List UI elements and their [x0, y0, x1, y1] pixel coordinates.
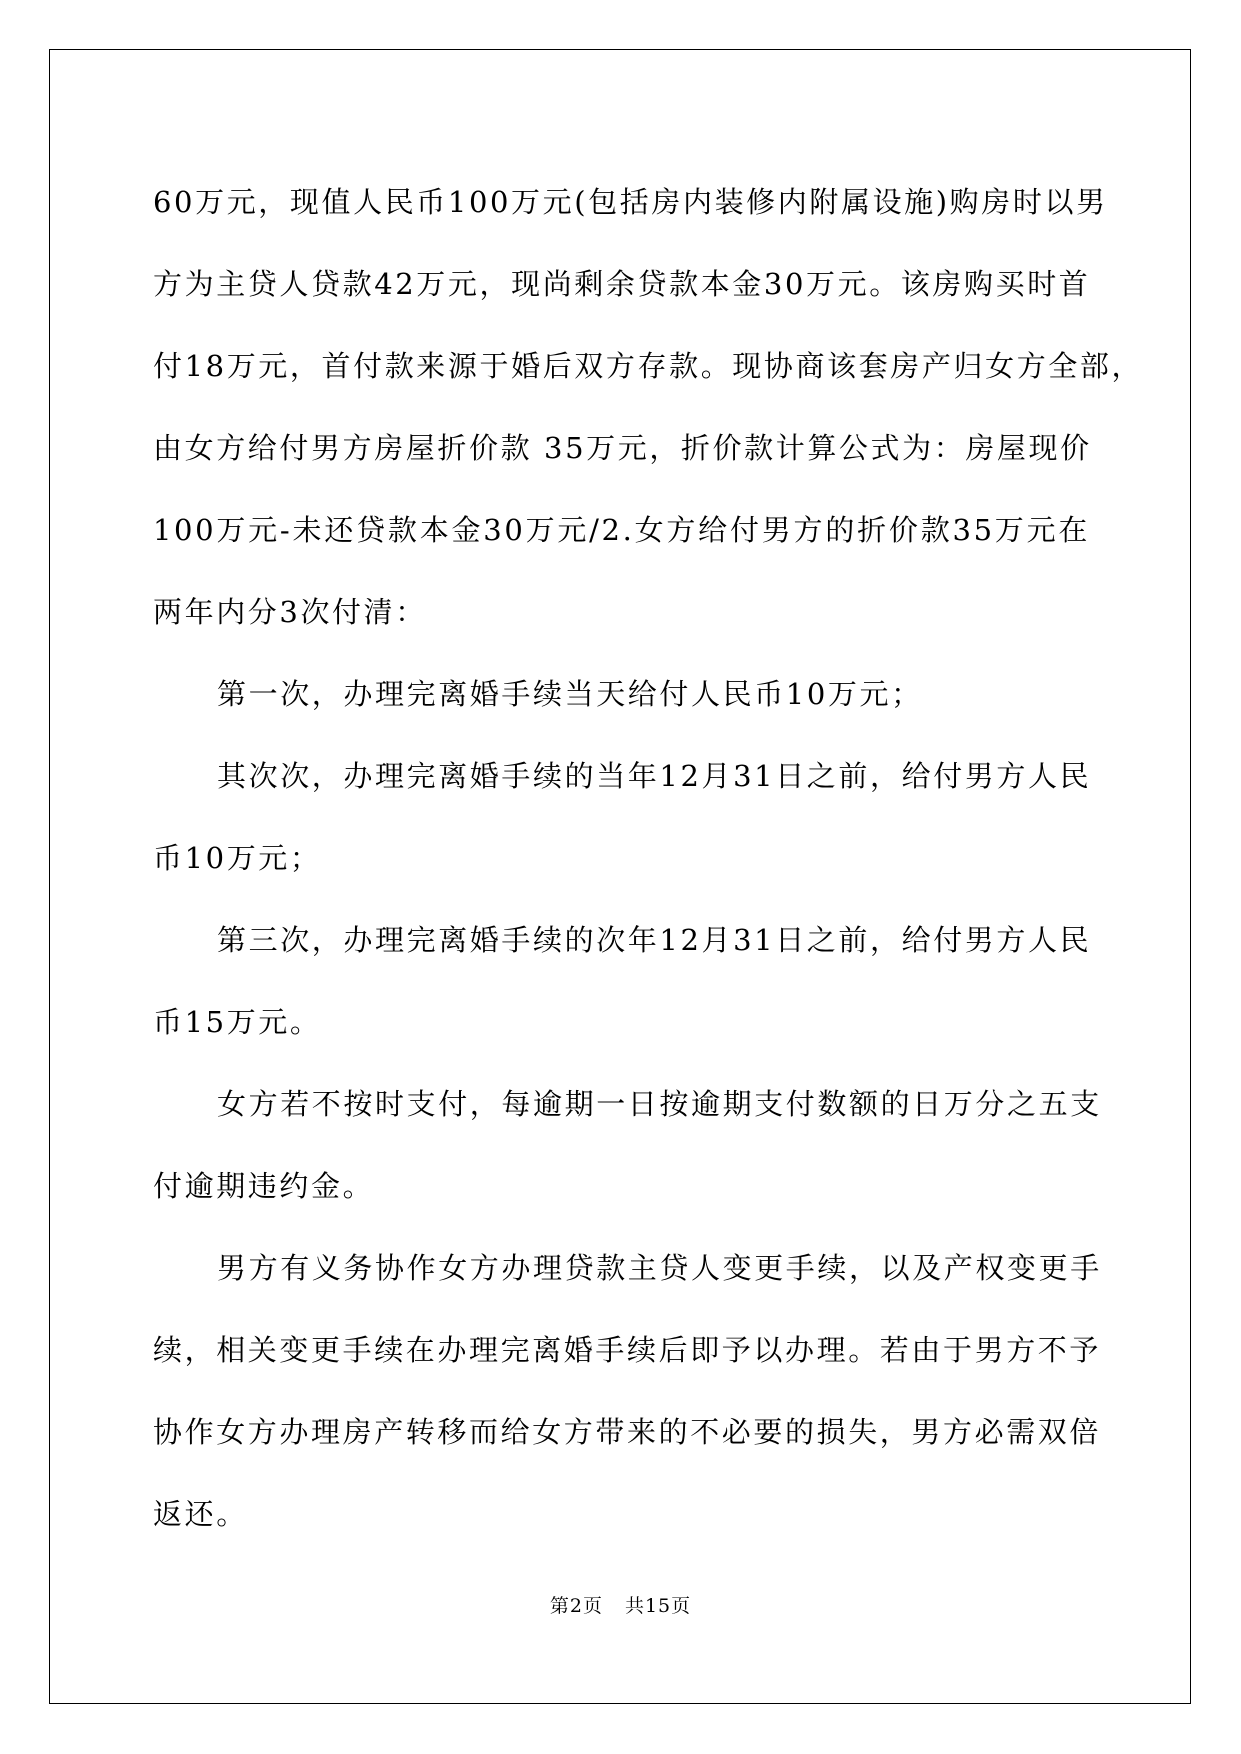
- text-line: 其次次，办理完离婚手续的当年12月31日之前，给付男方人民: [217, 759, 1092, 793]
- paragraph-property-valuation: [153, 161, 1144, 653]
- text-line: 两年内分3次付清：: [153, 595, 427, 629]
- paragraph-late-penalty: [153, 1063, 1102, 1227]
- text-line: 由女方给付男方房屋折价款 35万元，折价款计算公式为：房屋现价: [153, 431, 1092, 465]
- text-line: 返还。: [153, 1497, 248, 1531]
- text-line: 币15万元。: [153, 1005, 322, 1039]
- text-line: 续，相关变更手续在办理完离婚手续后即予以办理。若由于男方不予: [153, 1333, 1102, 1367]
- text-line: 第一次，办理完离婚手续当天给付人民币10万元；: [217, 677, 923, 711]
- text-line: 付18万元，首付款来源于婚后双方存款。现协商该套房产归女方全部，: [153, 349, 1144, 383]
- total-page-count: 共15页: [624, 1595, 692, 1617]
- page-footer: [0, 1591, 1241, 1618]
- paragraph-first-payment: [153, 653, 1090, 735]
- text-line: 协作女方办理房产转移而给女方带来的不必要的损失，男方必需双倍: [153, 1415, 1102, 1449]
- text-line: 方为主贷人贷款42万元，现尚剩余贷款本金30万元。该房购买时首: [153, 267, 1091, 301]
- paragraph-cooperation-obligation: [153, 1227, 1102, 1555]
- document-body: [153, 161, 1144, 1555]
- text-line: 女方若不按时支付，每逾期一日按逾期支付数额的日万分之五支: [217, 1087, 1102, 1121]
- text-line: 币10万元；: [153, 841, 322, 875]
- paragraph-second-payment: [153, 735, 1090, 899]
- text-line: 付逾期违约金。: [153, 1169, 375, 1203]
- current-page-number: 第2页: [549, 1595, 603, 1617]
- text-line: 男方有义务协作女方办理贷款主贷人变更手续，以及产权变更手: [217, 1251, 1102, 1285]
- text-line: 60万元，现值人民币100万元(包括房内装修内附属设施)购房时以男: [153, 185, 1108, 219]
- paragraph-third-payment: [153, 899, 1090, 1063]
- text-line: 第三次，办理完离婚手续的次年12月31日之前，给付男方人民: [217, 923, 1092, 957]
- text-line: 100万元-未还贷款本金30万元/2.女方给付男方的折价款35万元在: [153, 513, 1090, 547]
